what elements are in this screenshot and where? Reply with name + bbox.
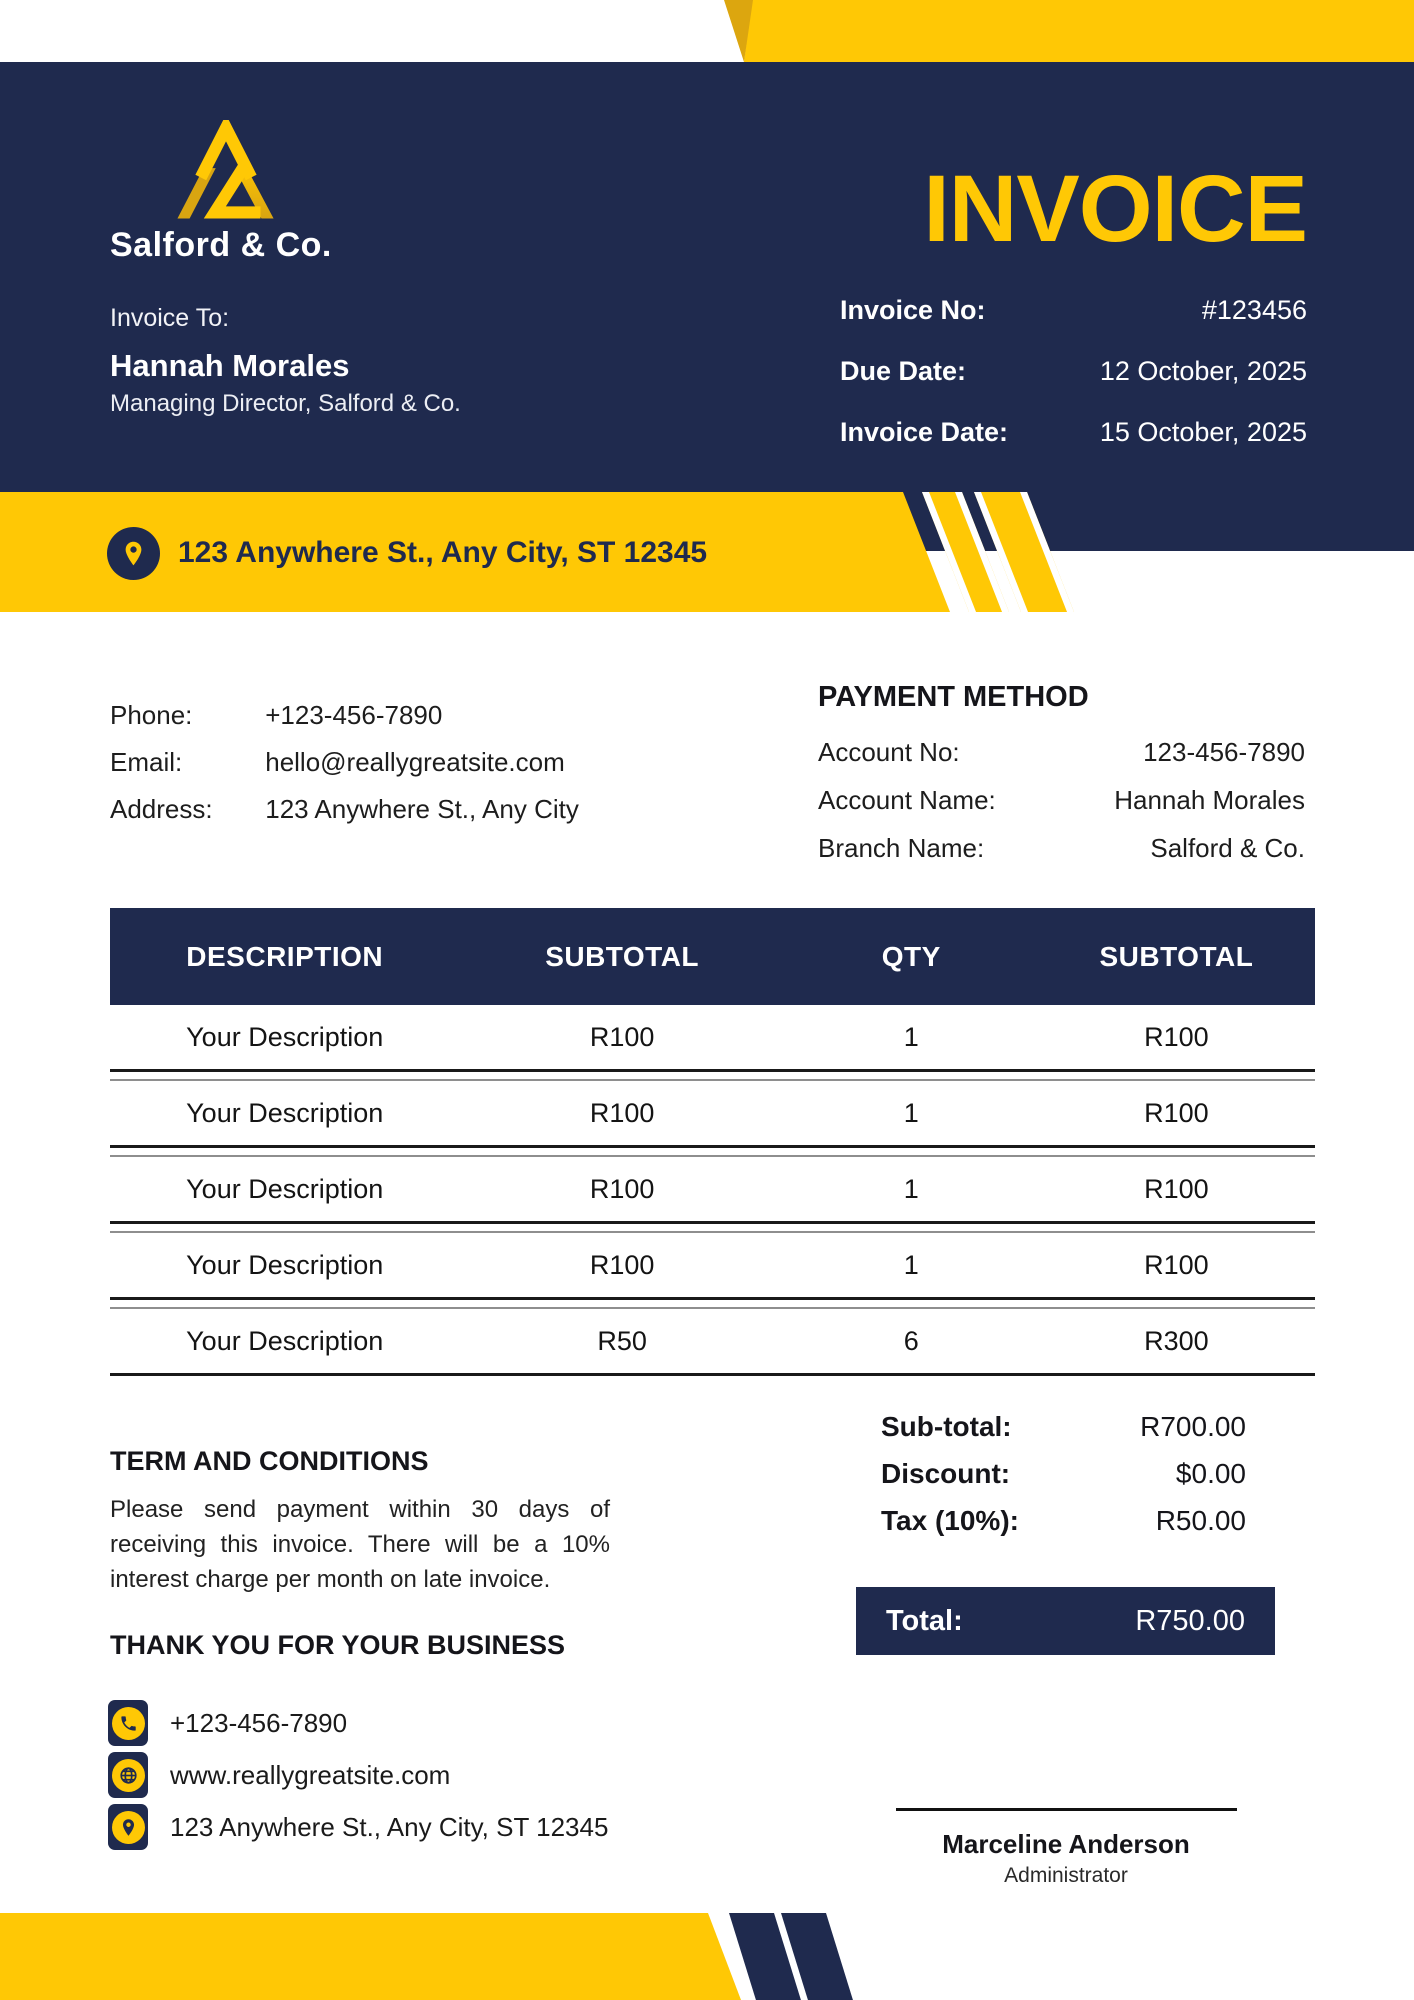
account-no-value: 123-456-7890 <box>1143 737 1305 767</box>
account-name-row <box>818 785 1305 815</box>
globe-icon <box>112 1759 145 1792</box>
footer-address-row <box>108 1804 608 1850</box>
cell-description: Your Description <box>186 1021 384 1052</box>
footer-website-row <box>108 1752 450 1798</box>
cell-unit: R100 <box>589 1173 655 1204</box>
due-date-label: Due Date: <box>840 356 967 386</box>
cell-amount: R100 <box>1144 1021 1209 1052</box>
client-role: Managing Director, Salford & Co. <box>110 390 461 417</box>
footer-phone-text: +123-456-7890 <box>170 1707 348 1738</box>
location-icon <box>120 540 147 567</box>
cell-qty: 1 <box>903 1249 919 1280</box>
total-bar <box>856 1587 1275 1655</box>
cell-qty: 1 <box>903 1173 919 1204</box>
cell-unit: R50 <box>597 1325 647 1356</box>
invoice-number-label: Invoice No: <box>840 295 986 325</box>
footer-address-text: 123 Anywhere St., Any City, ST 12345 <box>170 1811 609 1842</box>
signature-line <box>896 1808 1237 1811</box>
address-banner-text: 123 Anywhere St., Any City, ST 12345 <box>178 536 708 569</box>
totals-block <box>881 1412 1246 1553</box>
brand-name: Salford & Co. <box>110 226 332 264</box>
phone-value: +123-456-7890 <box>265 700 443 730</box>
payment-method-block <box>818 737 1305 881</box>
email-row <box>110 747 579 777</box>
subtotal-label: Sub-total: <box>881 1411 1012 1442</box>
phone-row <box>110 700 579 730</box>
table-row <box>110 1157 1315 1221</box>
discount-label: Discount: <box>881 1458 1011 1489</box>
cell-description: Your Description <box>186 1097 384 1128</box>
client-name: Hannah Morales <box>110 348 350 383</box>
signatory-name: Marceline Anderson <box>942 1829 1190 1859</box>
invoice-date-value: 15 October, 2025 <box>1099 417 1307 447</box>
cell-amount: R100 <box>1144 1097 1209 1128</box>
subtotal-row <box>881 1412 1246 1442</box>
table-row <box>110 1233 1315 1297</box>
table-row <box>110 1081 1315 1145</box>
phone-badge <box>108 1700 148 1746</box>
invoice-to-label: Invoice To: <box>110 304 230 332</box>
address-label: Address: <box>110 794 213 824</box>
terms-body: Please send payment within 30 days of receiving this invoice. There will be a 10% interest charge per month on late invoice. <box>110 1496 610 1593</box>
account-name-value: Hannah Morales <box>1114 785 1305 815</box>
col-description: DESCRIPTION <box>186 940 384 972</box>
cell-amount: R100 <box>1144 1249 1209 1280</box>
cell-unit: R100 <box>589 1097 655 1128</box>
cell-description: Your Description <box>186 1249 384 1280</box>
cell-amount: R300 <box>1144 1325 1209 1356</box>
location-icon <box>112 1811 145 1844</box>
tax-label: Tax (10%): <box>881 1505 1019 1536</box>
table-bottom-border <box>110 1373 1315 1376</box>
terms-title: TERM AND CONDITIONS <box>110 1446 429 1476</box>
subtotal-value: R700.00 <box>1140 1411 1246 1442</box>
invoice-number-row <box>840 295 1307 325</box>
address-row <box>110 794 579 824</box>
cell-description: Your Description <box>186 1325 384 1356</box>
invoice-date-label: Invoice Date: <box>840 417 1009 447</box>
col-subtotal: SUBTOTAL <box>545 940 700 972</box>
col-subtotal-2: SUBTOTAL <box>1099 940 1254 972</box>
thank-you-note: THANK YOU FOR YOUR BUSINESS <box>110 1630 566 1660</box>
branch-name-value: Salford & Co. <box>1150 833 1305 863</box>
row-divider <box>110 1145 1315 1157</box>
triangle-logo-icon <box>170 120 282 220</box>
row-divider <box>110 1297 1315 1309</box>
tax-row <box>881 1506 1246 1536</box>
signatory-role: Administrator <box>1004 1864 1128 1887</box>
row-divider <box>110 1221 1315 1233</box>
cell-unit: R100 <box>589 1249 655 1280</box>
due-date-row <box>840 356 1307 386</box>
cell-amount: R100 <box>1144 1173 1209 1204</box>
bottom-band <box>0 1913 1414 2000</box>
footer-phone-row <box>108 1700 347 1746</box>
tax-value: R50.00 <box>1155 1505 1246 1536</box>
total-label: Total: <box>886 1604 963 1637</box>
branch-name-row <box>818 833 1305 863</box>
cell-unit: R100 <box>589 1021 655 1052</box>
email-label: Email: <box>110 747 183 777</box>
website-badge <box>108 1752 148 1798</box>
account-no-label: Account No: <box>818 737 960 767</box>
address-badge <box>108 1804 148 1850</box>
invoice-date-row <box>840 417 1307 447</box>
account-no-row <box>818 737 1305 767</box>
cell-description: Your Description <box>186 1173 384 1204</box>
location-pin-badge <box>107 527 160 580</box>
invoice-meta <box>840 295 1307 478</box>
row-divider <box>110 1069 1315 1081</box>
email-value: hello@reallygreatsite.com <box>265 747 565 777</box>
account-name-label: Account Name: <box>818 785 996 815</box>
invoice-number-value: #123456 <box>1201 295 1307 325</box>
company-logo <box>170 120 282 225</box>
col-qty: QTY <box>881 940 941 972</box>
table-header <box>110 908 1315 1005</box>
table-row <box>110 1005 1315 1069</box>
phone-label: Phone: <box>110 700 193 730</box>
branch-name-label: Branch Name: <box>818 833 985 863</box>
due-date-value: 12 October, 2025 <box>1099 356 1307 386</box>
payment-method-title: PAYMENT METHOD <box>818 681 1089 713</box>
table-row <box>110 1309 1315 1373</box>
footer-website-text: www.reallygreatsite.com <box>170 1759 451 1790</box>
contact-block <box>110 700 579 841</box>
discount-row <box>881 1459 1246 1489</box>
discount-value: $0.00 <box>1175 1458 1246 1489</box>
cell-qty: 6 <box>903 1325 919 1356</box>
items-table <box>110 908 1315 1376</box>
top-band <box>0 0 1414 62</box>
cell-qty: 1 <box>903 1097 919 1128</box>
invoice-title: INVOICE <box>923 156 1307 262</box>
total-value: R750.00 <box>1135 1604 1245 1637</box>
cell-qty: 1 <box>903 1021 919 1052</box>
phone-icon <box>112 1707 145 1740</box>
signature-block <box>876 1808 1256 1888</box>
address-value: 123 Anywhere St., Any City <box>265 794 579 824</box>
